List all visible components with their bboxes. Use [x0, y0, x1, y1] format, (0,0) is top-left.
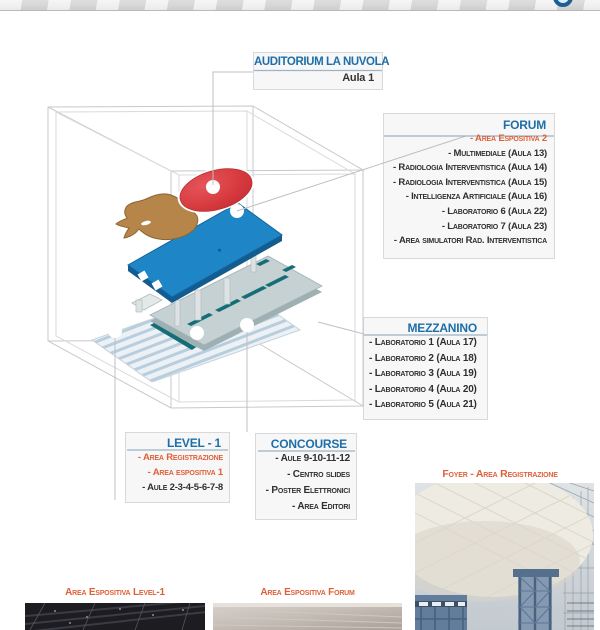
forum-item: - Radiologia Interventistica (Aula 14) [393, 162, 547, 174]
photo-label-foyer-registrazione: Foyer - Area Registrazione [442, 468, 558, 480]
header-banner [0, 0, 600, 11]
concourse-item: - Centro slides [287, 469, 350, 480]
auditorium-title: AUDITORIUM LA NUVOLA [254, 56, 390, 68]
forum-item: - Area simulatori Rad. Interventistica [393, 235, 547, 247]
cloud-brown-shape [116, 194, 198, 240]
forum-plate [128, 203, 282, 303]
level1-plate [92, 288, 300, 382]
photo-label-area-espositiva-forum: Area Espositiva Forum [260, 587, 355, 598]
forum-info-box [383, 113, 555, 259]
forum-item: - Multimediale (Aula 13) [448, 147, 547, 159]
auditorium-cloud [116, 158, 260, 239]
mezzanino-title: MEZZANINO [407, 321, 477, 335]
forum-item: - Laboratorio 7 (Aula 23) [441, 220, 547, 232]
forum-item: - Intelligenza Artificiale (Aula 16) [405, 191, 547, 203]
photo-area-espositiva-level1 [25, 603, 205, 630]
forum-item: - Area Espositiva 2 [469, 133, 547, 144]
level1-info-box [125, 432, 230, 503]
concourse-item: - Aule 9-10-11-12 [275, 453, 350, 464]
concourse-title: CONCOURSE [270, 437, 347, 451]
marker-dots [108, 180, 324, 340]
mezzanino-item: - Laboratorio 5 (Aula 21) [369, 399, 477, 411]
mezzanino-item: - Laboratorio 4 (Aula 20) [369, 383, 477, 395]
plate-notch [152, 280, 163, 291]
mezzanino-item: - Laboratorio 3 (Aula 19) [369, 368, 477, 380]
wireframe-box [48, 106, 363, 408]
photo-foyer-area-registrazione [415, 483, 594, 630]
forum-item: - Radiologia Interventistica (Aula 15) [393, 176, 547, 188]
mezzanino-plate [132, 256, 322, 351]
concourse-info-box [255, 433, 357, 520]
forum-title: FORUM [503, 118, 546, 132]
walkway-structure [415, 595, 467, 630]
level1-title: LEVEL - 1 [167, 436, 221, 450]
plate-notch [138, 271, 149, 282]
level1-item: - Area espositiva 1 [147, 467, 223, 478]
photo-area-espositiva-forum [213, 603, 402, 630]
concourse-item: - Area Editori [292, 501, 350, 512]
banner-texture [0, 0, 600, 10]
level1-item: - Aule 2-3-4-5-6-7-8 [142, 482, 223, 493]
cloud-red-shape [172, 158, 260, 221]
mezzanino-item: - Laboratorio 1 (Aula 17) [369, 337, 477, 348]
mezzanino-item: - Laboratorio 2 (Aula 18) [369, 352, 477, 364]
auditorium-room: Aula 1 [342, 72, 374, 84]
forum-item: - Laboratorio 6 (Aula 22) [441, 205, 547, 217]
auditorium-info-box [253, 52, 390, 90]
concourse-item: - Poster Elettronici [265, 485, 350, 496]
mezzanino-info-box [363, 317, 488, 420]
mezzanino-slots [150, 259, 296, 350]
support-pillars [175, 250, 256, 326]
level1-item: - Area Registrazione [137, 452, 223, 463]
photo-label-area-espositiva-level1: Area Espositiva Level-1 [65, 587, 165, 598]
